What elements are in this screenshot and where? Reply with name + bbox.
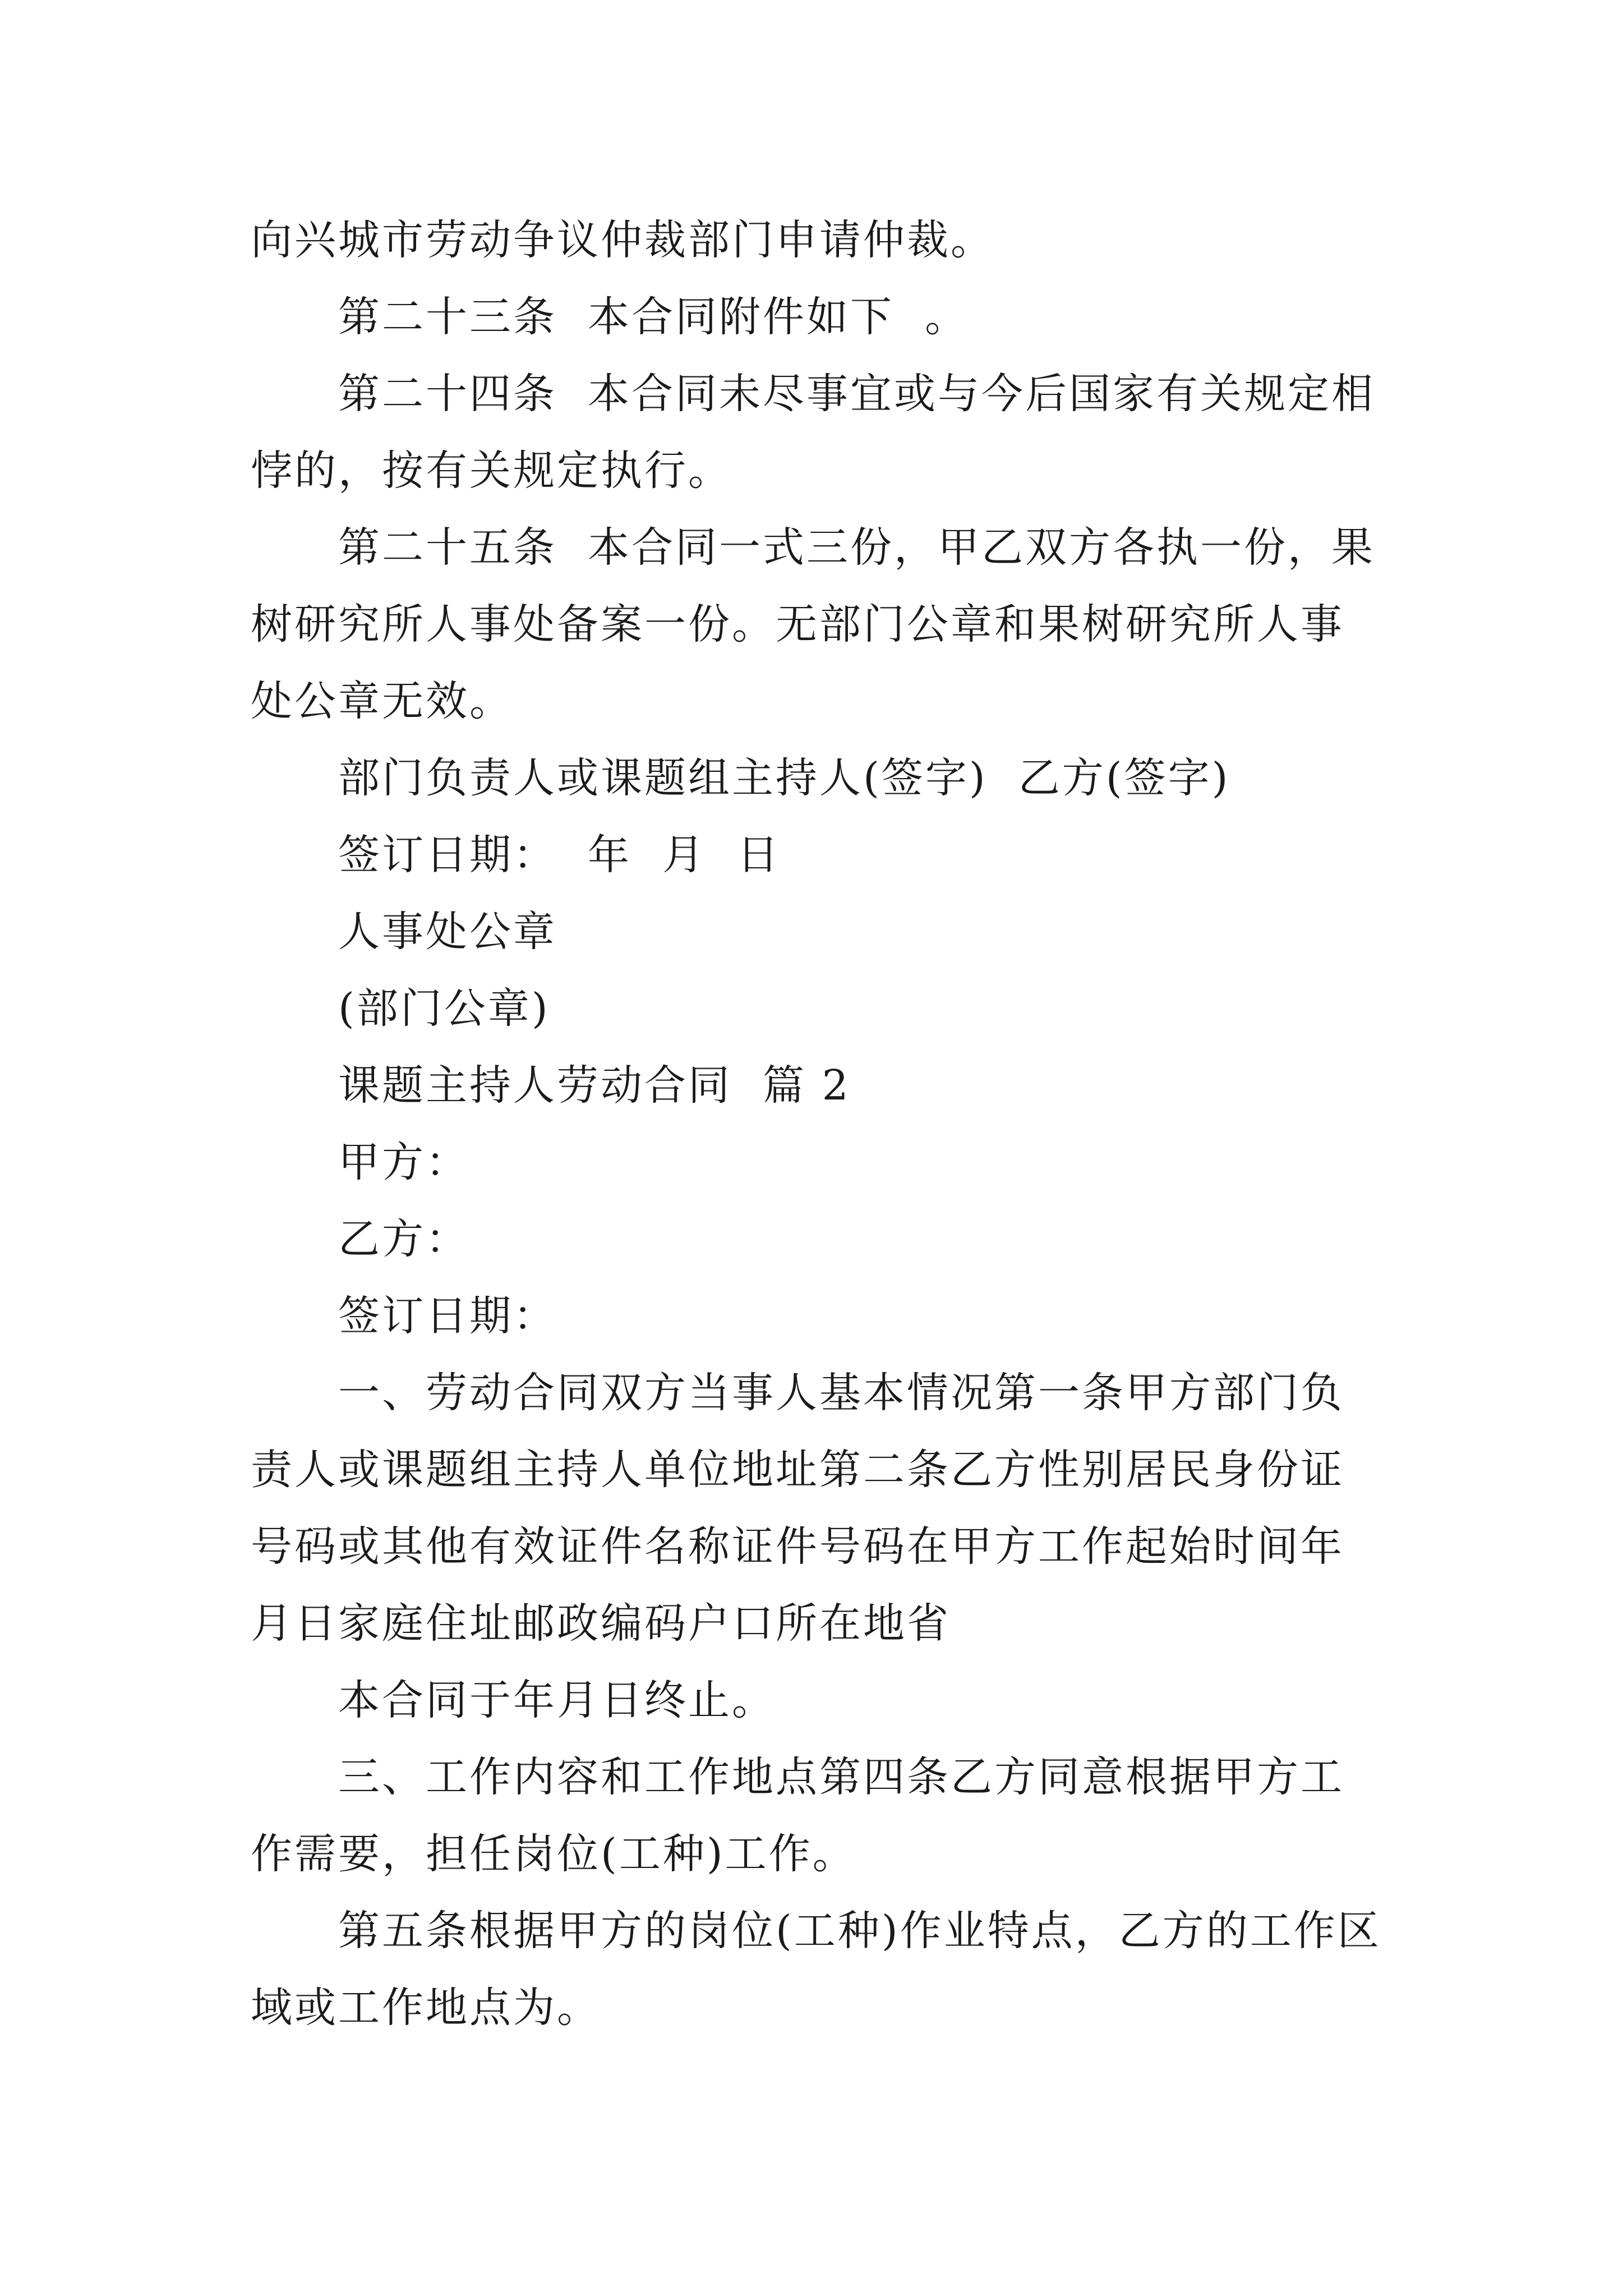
paragraph-arbitration-continued: 向兴城市劳动争议仲裁部门申请仲裁。 bbox=[251, 216, 994, 264]
section-heading-part-2: 课题主持人劳动合同 篇 2 bbox=[338, 1061, 851, 1110]
paragraph-work-content: 三、工作内容和工作地点第四条乙方同意根据甲方工作需要，担任岗位(工种)工作。 bbox=[251, 1753, 1344, 1878]
department-seal-label: (部门公章) bbox=[338, 984, 550, 1033]
hr-seal-label: 人事处公章 bbox=[338, 908, 557, 956]
paragraph-article-5: 第五条根据甲方的岗位(工种)作业特点，乙方的工作区域或工作地点为。 bbox=[251, 1907, 1381, 2032]
paragraph-article-23: 第二十三条 本合同附件如下 。 bbox=[338, 293, 969, 341]
party-b-line: 乙方： bbox=[338, 1215, 469, 1263]
signature-line: 部门负责人或课题组主持人(签字) 乙方(签字) bbox=[338, 754, 1230, 802]
signing-date-line: 签订日期： 年 月 日 bbox=[338, 831, 781, 879]
paragraph-article-25: 第二十五条 本合同一式三份，甲乙双方各执一份，果树研究所人事处备案一份。无部门公章和果树研究所人事处公章无效。 bbox=[251, 523, 1376, 725]
paragraph-article-24: 第二十四条 本合同未尽事宜或与今后国家有关规定相悖的，按有关规定执行。 bbox=[251, 370, 1376, 495]
document-body bbox=[251, 202, 1386, 2046]
party-a-line: 甲方： bbox=[338, 1138, 469, 1186]
signing-date-line-2: 签订日期： bbox=[338, 1292, 557, 1340]
paragraph-termination: 本合同于年月日终止。 bbox=[338, 1676, 776, 1724]
paragraph-basic-info: 一、劳动合同双方当事人基本情况第一条甲方部门负责人或课题组主持人单位地址第二条乙方性别居民身份证号码或其他有效证件名称证件号码在甲方工作起始时间年月日家庭住址邮政编码户口所在地省 bbox=[251, 1369, 1344, 1648]
